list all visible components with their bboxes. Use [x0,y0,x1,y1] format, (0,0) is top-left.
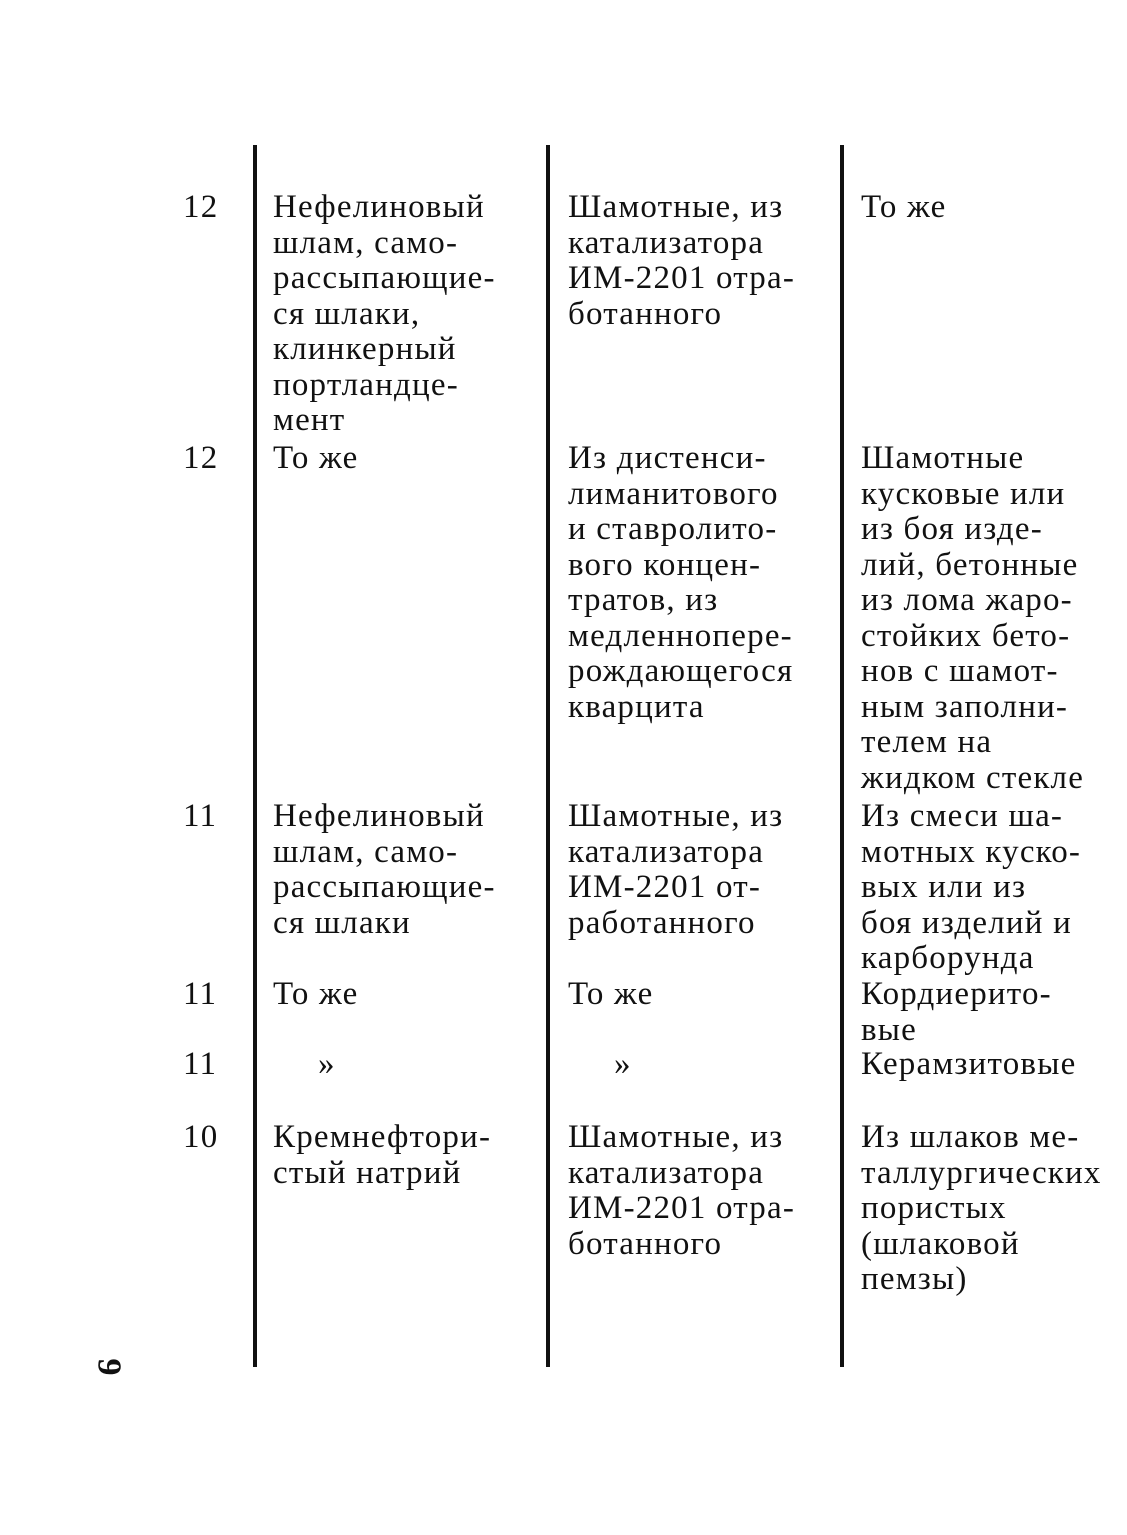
cell-column-2: Из дистенси- лиманитового и ставролито- вого концен- тратов, из медленнопере- рождающегося кварцита [568,440,794,725]
cell-column-2: То же [568,976,654,1012]
cell-column-1: Нефелиновый шлам, само- рассыпающие- ся шлаки, клинкерный портландце- мент [273,189,496,438]
table-vertical-rule-3 [840,145,844,1367]
cell-column-3: Из смеси ша- мотных куско- вых или из боя изделий и карборунда [861,798,1082,976]
ditto-mark: » [614,1046,632,1082]
cell-column-2: Шамотные, из катализатора ИМ-2201 от- работанного [568,798,784,941]
row-number: 12 [183,440,219,476]
cell-column-3: Шамотные кусковые или из боя изде- лий, бетонные из лома жаро- стойких бето- нов с шамот- ным заполни- телем на жидком стекле [861,440,1085,796]
cell-column-1: Кремнефтори- стый натрий [273,1119,492,1191]
cell-column-1: То же [273,440,359,476]
cell-column-3: То же [861,189,947,225]
page-number: 9 [90,1358,128,1376]
cell-column-3: Керамзитовые [861,1046,1077,1082]
ditto-mark: » [318,1046,336,1082]
cell-column-2: Шамотные, из катализатора ИМ-2201 отра- ботанного [568,1119,796,1262]
cell-column-3: Из шлаков ме- таллургических пористых (шлаковой пемзы) [861,1119,1102,1297]
cell-column-2: Шамотные, из катализатора ИМ-2201 отра- ботанного [568,189,796,332]
cell-column-1: Нефелиновый шлам, само- рассыпающие- ся шлаки [273,798,496,941]
cell-column-3: Кордиерито- вые [861,976,1052,1048]
row-number: 12 [183,189,219,225]
table-vertical-rule-2 [546,145,550,1367]
table-vertical-rule-1 [253,145,257,1367]
cell-column-1: То же [273,976,359,1012]
row-number: 11 [183,1046,218,1082]
row-number: 10 [183,1119,219,1155]
row-number: 11 [183,976,218,1012]
row-number: 11 [183,798,218,834]
